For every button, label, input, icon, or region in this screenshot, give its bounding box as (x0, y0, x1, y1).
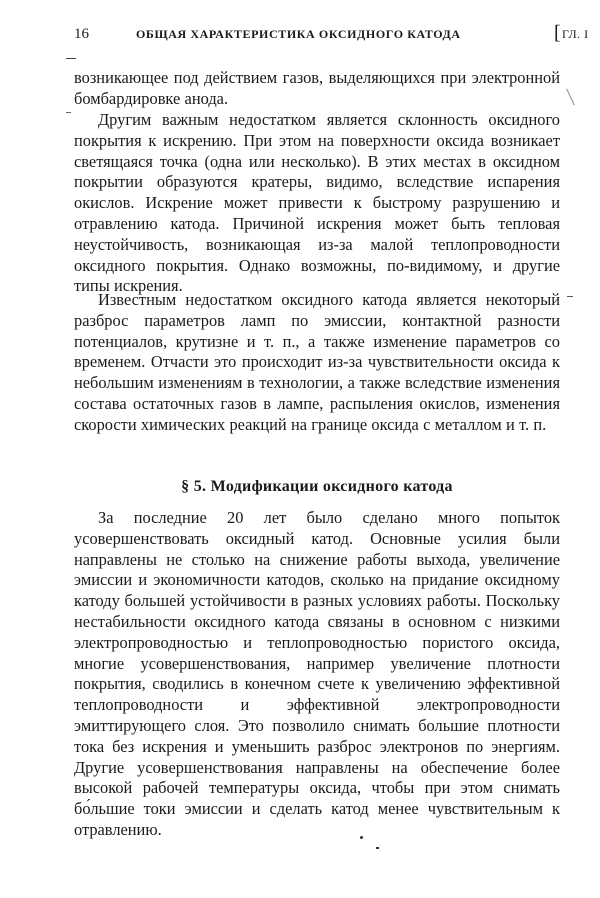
chapter-label: ГЛ. I (562, 27, 589, 41)
margin-mark (66, 58, 76, 59)
paragraph-sparking: Другим важным недостатком является склонность оксидного покрытия к искрению. При этом на поверхности оксида возникает светящаяся точка (одна или несколько). В этих местах в оксидном покрытии образуются кратеры, видимо, вследствие испарения окислов. Искрение может привести к быстрому разрушению и отравлению катода. Причиной искрения может быть тепловая неустойчивость, возникающая из-за малой теплопроводности оксидного покрытия. Однако возможны, по-видимому, и другие типы искрения. (74, 110, 560, 296)
paragraph-continuation: возникающее под действием газов, выделяющихся при электронной бомбардировке анода. (74, 68, 560, 108)
section-heading: § 5. Модификации оксидного катода (181, 478, 453, 495)
margin-mark (567, 296, 573, 297)
running-header (74, 22, 589, 46)
stray-dot (376, 847, 379, 849)
paragraph-modifications: За последние 20 лет было сделано много попыток усовершенствовать оксидный катод. Основные усилия были направлены не столько на снижение работы выхода, увеличение эмиссии и экономичности катодов, сколько на придание оксидному катоду большей устойчивости в разных условиях работы. Поскольку нестабильности оксидного катода связаны в основном с низкими электропроводностью и теплопроводностью пористого оксида, многие усовершенствования, например увеличение плотности покрытия, сводились в конечном счете к увеличению эффективной теплопроводности и эффективной электропроводности эмиттирующего слоя. Это позволило снимать большие плотности тока без искрения и уменьшить разброс электронов по энергиям. Другие усовершенствования направлены на обеспечение более высокой рабочей температуры оксида, чтобы при этом снимать бо́льшие токи эмиссии и сделать катод менее чувствительным к отравлению. (74, 508, 560, 839)
paragraph-parameter-spread: Известным недостатком оксидного катода является некоторый разброс параметров ламп по эмиссии, контактной разности потенциалов, крутизне и т. п., а также изменение параметров со временем. Отчасти это происходит из-за чувствительности оксида к небольшим изменениям в технологии, а также вследствие изменения состава остаточных газов в лампе, распыления окислов, изменения скорости химических реакций на границе оксида с металлом и т. п. (74, 290, 560, 434)
margin-mark (66, 112, 71, 113)
pencil-stroke (566, 89, 575, 106)
stray-dot (360, 836, 363, 839)
header-bracket: [ (554, 22, 561, 44)
running-title: ОБЩАЯ ХАРАКТЕРИСТИКА ОКСИДНОГО КАТОДА (136, 27, 461, 41)
page-number: 16 (74, 26, 89, 42)
